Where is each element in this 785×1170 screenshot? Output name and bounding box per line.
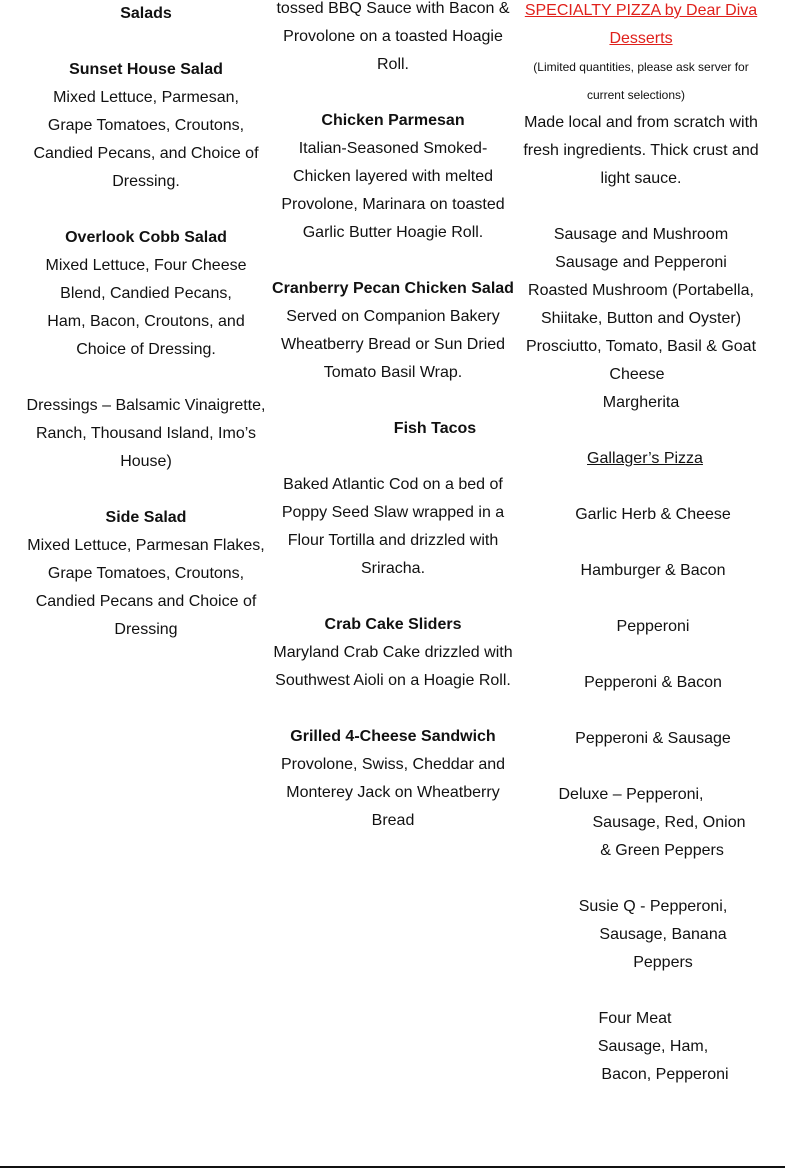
cranberry-pecan-chicken-salad-desc: Served on Companion Bakery — [286, 308, 500, 325]
grilled-4-cheese-desc: Provolone, Swiss, Cheddar and — [280, 756, 506, 773]
side-salad-desc: Grape Tomatoes, Croutons, — [47, 565, 245, 582]
crab-cake-sliders-desc: Maryland Crab Cake drizzled with — [273, 644, 513, 661]
fish-tacos-desc: Baked Atlantic Cod on a bed of — [283, 476, 503, 493]
chicken-parmesan-desc: Provolone, Marinara on toasted — [281, 196, 505, 213]
fish-tacos-desc: Poppy Seed Slaw wrapped in a — [281, 504, 505, 521]
gallagers-pizza-item: Garlic Herb & Cheese — [575, 506, 731, 523]
specialty-pizza-item: Cheese — [609, 366, 665, 383]
grilled-4-cheese-desc: Monterey Jack on Wheatberry — [286, 784, 500, 801]
specialty-pizza-desc: light sauce. — [600, 170, 682, 187]
cranberry-pecan-chicken-salad-title: Cranberry Pecan Chicken Salad — [272, 280, 514, 297]
limited-quantities-note: (Limited quantities, please ask server for — [533, 60, 749, 74]
fish-tacos-desc: Sriracha. — [360, 560, 426, 577]
gallagers-pizza-heading: Gallager’s Pizza — [587, 450, 703, 467]
sunset-house-salad-desc: Candied Pecans, and Choice of — [33, 145, 259, 162]
four-meat-pizza: Bacon, Pepperoni — [601, 1066, 729, 1083]
bbq-sandwich-desc: Provolone on a toasted Hoagie — [283, 28, 503, 45]
specialty-pizza-item: Sausage and Mushroom — [553, 226, 729, 243]
sandwiches-column — [268, 0, 518, 835]
specialty-pizza-link[interactable]: Desserts — [609, 30, 673, 47]
four-meat-pizza: Sausage, Ham, — [597, 1038, 709, 1055]
four-meat-pizza: Four Meat — [598, 1010, 672, 1027]
chicken-parmesan-title: Chicken Parmesan — [321, 112, 465, 129]
cranberry-pecan-chicken-salad-desc: Wheatberry Bread or Sun Dried — [280, 336, 506, 353]
specialty-pizza-item: Margherita — [602, 394, 680, 411]
susie-q-pizza: Susie Q - Pepperoni, — [578, 898, 728, 915]
crab-cake-sliders-title: Crab Cake Sliders — [324, 616, 462, 633]
overlook-cobb-salad-desc: Ham, Bacon, Croutons, and — [47, 313, 245, 330]
gallagers-pizza-item: Pepperoni & Bacon — [584, 674, 722, 691]
bbq-sandwich-desc: Roll. — [376, 56, 409, 73]
deluxe-pizza: Deluxe – Pepperoni, — [558, 786, 704, 803]
grilled-4-cheese-title: Grilled 4-Cheese Sandwich — [290, 728, 496, 745]
dressings-list: Ranch, Thousand Island, Imo’s — [36, 425, 256, 442]
gallagers-pizza-item: Pepperoni — [616, 618, 690, 635]
deluxe-pizza: Sausage, Red, Onion — [592, 814, 746, 831]
side-salad-title: Side Salad — [105, 509, 187, 526]
bbq-sandwich-desc: tossed BBQ Sauce with Bacon & — [276, 0, 510, 17]
specialty-pizza-item: Sausage and Pepperoni — [555, 254, 727, 271]
side-salad-desc: Mixed Lettuce, Parmesan Flakes, — [27, 537, 265, 554]
specialty-pizza-desc: fresh ingredients. Thick crust and — [523, 142, 759, 159]
overlook-cobb-salad-desc: Mixed Lettuce, Four Cheese — [45, 257, 247, 274]
overlook-cobb-salad-desc: Choice of Dressing. — [76, 341, 216, 358]
sunset-house-salad-desc: Dressing. — [112, 173, 180, 190]
chicken-parmesan-desc: Chicken layered with melted — [292, 168, 494, 185]
specialty-pizza-item: Shiitake, Button and Oyster) — [540, 310, 742, 327]
chicken-parmesan-desc: Garlic Butter Hoagie Roll. — [302, 224, 484, 241]
cranberry-pecan-chicken-salad-desc: Tomato Basil Wrap. — [323, 364, 463, 381]
grilled-4-cheese-desc: Bread — [371, 812, 415, 829]
salads-column — [22, 0, 270, 644]
dressings-list: Dressings – Balsamic Vinaigrette, — [26, 397, 266, 414]
dressings-list: House) — [120, 453, 172, 470]
overlook-cobb-salad-desc: Blend, Candied Pecans, — [60, 285, 232, 302]
overlook-cobb-salad-title: Overlook Cobb Salad — [65, 229, 227, 246]
fish-tacos-desc: Flour Tortilla and drizzled with — [287, 532, 499, 549]
page-bottom-rule — [0, 1166, 785, 1168]
side-salad-desc: Candied Pecans and Choice of — [35, 593, 257, 610]
susie-q-pizza: Sausage, Banana — [599, 926, 727, 943]
fish-tacos-title: Fish Tacos — [393, 420, 477, 437]
specialty-pizza-item: Roasted Mushroom (Portabella, — [528, 282, 754, 299]
specialty-pizza-desc: Made local and from scratch with — [524, 114, 758, 131]
specialty-pizza-link[interactable]: SPECIALTY PIZZA by Dear Diva — [524, 2, 758, 19]
crab-cake-sliders-desc: Southwest Aioli on a Hoagie Roll. — [275, 672, 511, 689]
limited-quantities-note: current selections) — [586, 88, 686, 102]
susie-q-pizza: Peppers — [633, 954, 693, 971]
sunset-house-salad-desc: Mixed Lettuce, Parmesan, — [53, 89, 239, 106]
gallagers-pizza-item: Hamburger & Bacon — [580, 562, 726, 579]
side-salad-desc: Dressing — [114, 621, 178, 638]
pizza-column — [516, 0, 766, 1089]
deluxe-pizza: & Green Peppers — [600, 842, 724, 859]
gallagers-pizza-item: Pepperoni & Sausage — [575, 730, 731, 747]
specialty-pizza-item: Prosciutto, Tomato, Basil & Goat — [525, 338, 757, 355]
chicken-parmesan-desc: Italian-Seasoned Smoked- — [298, 140, 488, 157]
salads-heading: Salads — [120, 5, 172, 22]
sunset-house-salad-title: Sunset House Salad — [69, 61, 223, 78]
sunset-house-salad-desc: Grape Tomatoes, Croutons, — [47, 117, 245, 134]
